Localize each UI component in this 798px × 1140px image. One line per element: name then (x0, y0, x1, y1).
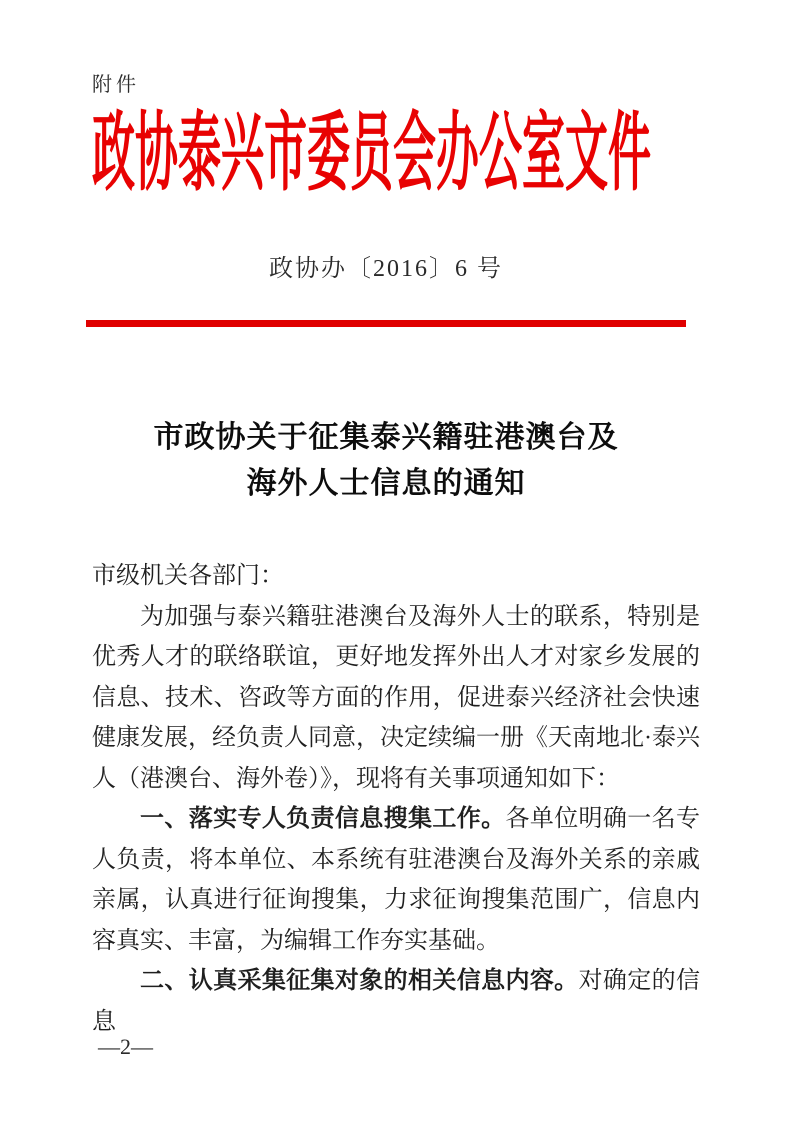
paragraph-lead: 二、认真采集征集对象的相关信息内容。 (140, 968, 579, 994)
org-title: 政协泰兴市委员会办公室文件 (92, 105, 651, 201)
paragraph-text: 对确定的信息 (92, 968, 701, 1035)
page-number: —2— (98, 1034, 153, 1059)
salutation: 市级机关各部门： (92, 563, 284, 589)
red-separator-line (86, 320, 686, 327)
document-body (92, 556, 700, 1042)
paragraph (92, 799, 700, 961)
attachment-label: 附件 (92, 74, 140, 96)
doc-number: 政协办〔2016〕6 号 (269, 256, 503, 282)
paragraph (92, 961, 700, 1042)
red-letterhead (92, 105, 798, 201)
doc-title-line1: 市政协关于征集泰兴籍驻港澳台及 (153, 421, 619, 454)
paragraph-text: 各单位明确一名专人负责，将本单位、本系统有驻港澳台及海外关系的亲戚亲属，认真进行征询搜集，力求征询搜集范围广，信息内容真实、丰富，为编辑工作夯实基础。 (92, 806, 701, 954)
paragraph (92, 597, 700, 800)
doc-title (86, 415, 686, 507)
doc-title-line2: 海外人士信息的通知 (246, 467, 526, 500)
paragraph-text: 为加强与泰兴籍驻港澳台及海外人士的联系，特别是优秀人才的联络联谊，更好地发挥外出人才对家乡发展的信息、技术、咨政等方面的作用，促进泰兴经济社会快速健康发展，经负责人同意，决定续编一册《天南地北·泰兴人（港澳台、海外卷）》，现将有关事项通知如下： (92, 603, 700, 792)
paragraph-lead: 一、落实专人负责信息搜集工作。 (140, 806, 506, 832)
